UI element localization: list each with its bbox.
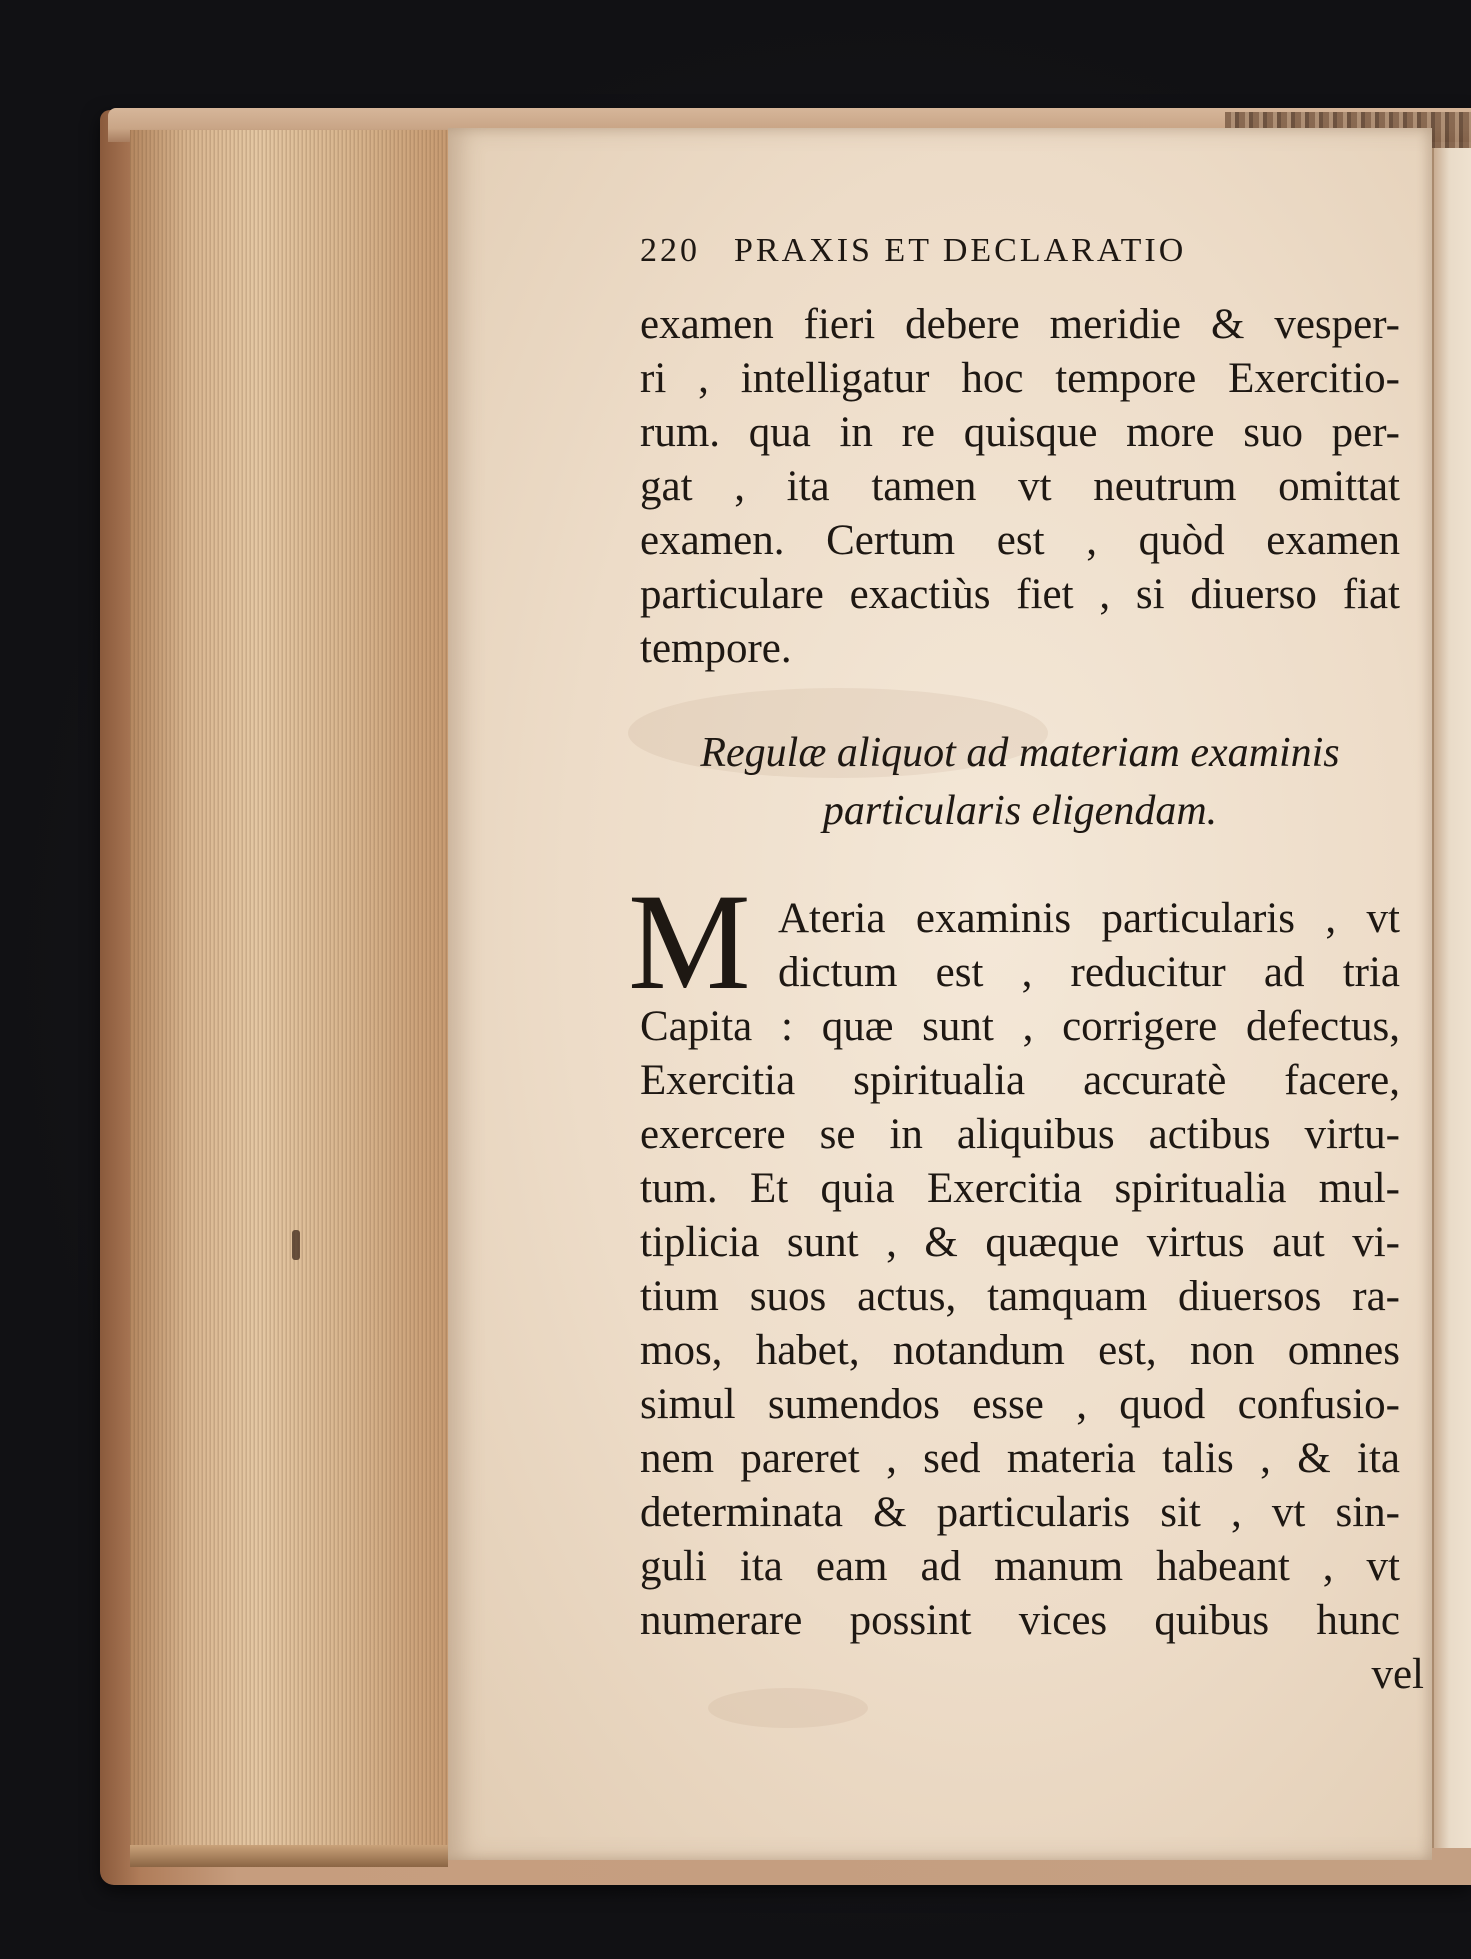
text-line: exercere se in aliquibus actibus virtu-: [640, 1111, 1400, 1158]
text-line: guli ita eam ad manum habeant , vt: [640, 1543, 1400, 1590]
text-line: rum. qua in re quisque more suo per-: [640, 409, 1400, 456]
running-title: PRAXIS ET DECLARATIO: [734, 232, 1187, 269]
text-line: gat , ita tamen vt neutrum omittat: [640, 463, 1400, 510]
text-line: tiplicia sunt , & quæque virtus aut vi-: [640, 1219, 1400, 1266]
text-line: simul sumendos esse , quod confusio-: [640, 1381, 1400, 1428]
text-line: mos, habet, notandum est, non omnes: [640, 1327, 1400, 1374]
running-head: [640, 232, 1400, 280]
text-line: tum. Et quia Exercitia spiritualia mul-: [640, 1165, 1400, 1212]
section-heading: Regulæ aliquot ad materiam examinis: [700, 730, 1340, 776]
text-line: examen. Certum est , quòd examen: [640, 517, 1400, 564]
text-line: Capita : quæ sunt , corrigere defectus,: [640, 1003, 1400, 1050]
text-line: ri , intelligatur hoc tempore Exercitio-: [640, 355, 1400, 402]
page-edge-mark: [292, 1230, 300, 1260]
text-line: dictum est , reducitur ad tria: [778, 949, 1400, 996]
text-line: particulare exactiùs fiet , si diuerso fiat: [640, 571, 1400, 618]
page-edges-bottom: [130, 1845, 448, 1867]
text-line: examen fieri debere meridie & vesper-: [640, 301, 1400, 348]
text-line: tium suos actus, tamquam diuersos ra-: [640, 1273, 1400, 1320]
ink-offset-smudge: [708, 1688, 868, 1728]
section-heading: particularis eligendam.: [822, 788, 1218, 834]
text-line: nem pareret , sed materia talis , & ita: [640, 1435, 1400, 1482]
text-line: Ateria examinis particularis , vt: [778, 895, 1400, 942]
next-page-edge: [1432, 148, 1471, 1848]
page-number: 220: [640, 232, 700, 269]
text-line: tempore.: [640, 625, 792, 672]
text-line: numerare possint vices quibus hunc: [640, 1597, 1400, 1644]
page-edges-stack: [130, 130, 448, 1860]
text-line: Exercitia spiritualia accuratè facere,: [640, 1057, 1400, 1104]
catchword: vel: [1371, 1651, 1424, 1698]
text-line: determinata & particularis sit , vt sin-: [640, 1489, 1400, 1536]
drop-cap: M: [628, 865, 751, 1018]
